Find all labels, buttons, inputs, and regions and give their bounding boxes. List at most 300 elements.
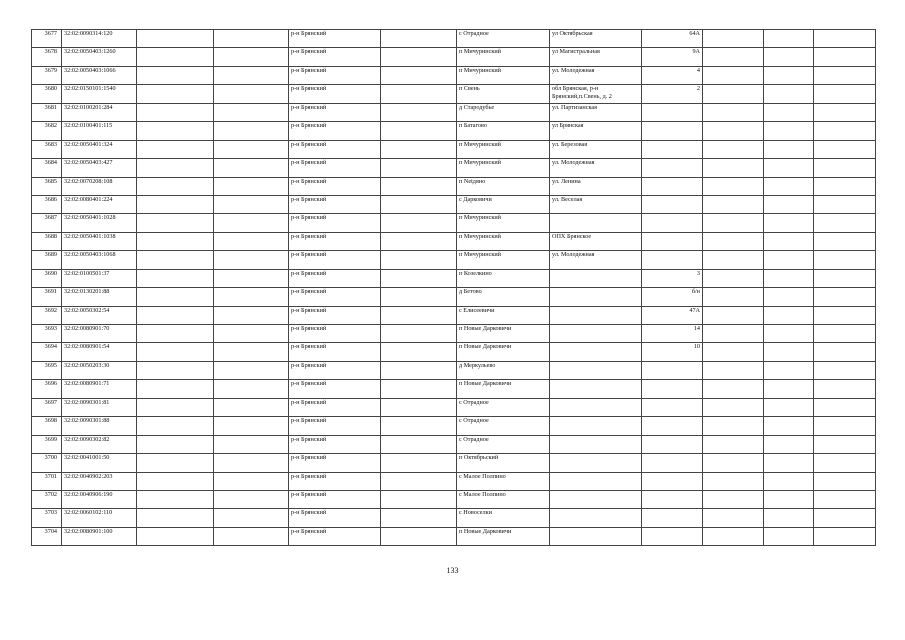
empty-cell [137, 509, 214, 527]
locality-cell: с Малое Полпино [457, 490, 550, 508]
street-cell: ул. Веселая [550, 195, 642, 213]
street-cell [550, 509, 642, 527]
empty-cell [137, 361, 214, 379]
locality-cell: п Мичуринский [457, 251, 550, 269]
empty-cell [214, 140, 289, 158]
empty-cell [381, 361, 457, 379]
empty-cell [137, 527, 214, 545]
street-cell: ул Октябрьская [550, 30, 642, 48]
row-number-cell: 3680 [32, 85, 62, 103]
empty-cell [214, 195, 289, 213]
street-cell [550, 361, 642, 379]
house-number-cell: б/н [642, 288, 703, 306]
locality-cell: п Мичуринский [457, 159, 550, 177]
empty-cell [703, 48, 764, 66]
empty-cell [137, 435, 214, 453]
empty-cell [137, 269, 214, 287]
district-cell: р-н Брянский [289, 48, 381, 66]
page-number: 133 [446, 566, 459, 575]
empty-cell [381, 232, 457, 250]
empty-cell [703, 417, 764, 435]
locality-cell: п Новые Дарковичи [457, 343, 550, 361]
empty-cell [214, 85, 289, 103]
empty-cell [764, 306, 814, 324]
cadastral-number-cell: 32:02:0050401:1028 [62, 214, 137, 232]
empty-cell [381, 306, 457, 324]
house-number-cell [642, 195, 703, 213]
table-row [32, 85, 876, 103]
empty-cell [381, 122, 457, 140]
table-row [32, 30, 876, 48]
cadastral-number-cell: 32:02:0150101:1540 [62, 85, 137, 103]
empty-cell [137, 398, 214, 416]
empty-cell [381, 214, 457, 232]
empty-cell [137, 232, 214, 250]
empty-cell [703, 66, 764, 84]
street-cell [550, 454, 642, 472]
empty-cell [703, 509, 764, 527]
district-cell: р-н Брянский [289, 435, 381, 453]
empty-cell [381, 472, 457, 490]
empty-cell [703, 288, 764, 306]
street-cell [550, 380, 642, 398]
empty-cell [381, 435, 457, 453]
empty-cell [381, 527, 457, 545]
empty-cell [814, 490, 876, 508]
empty-cell [137, 122, 214, 140]
house-number-cell [642, 454, 703, 472]
table-row [32, 380, 876, 398]
house-number-cell [642, 398, 703, 416]
row-number-cell: 3686 [32, 195, 62, 213]
empty-cell [137, 306, 214, 324]
empty-cell [214, 30, 289, 48]
table-row [32, 214, 876, 232]
empty-cell [137, 214, 214, 232]
empty-cell [814, 66, 876, 84]
street-cell [550, 288, 642, 306]
street-cell: ул Магистральная [550, 48, 642, 66]
empty-cell [814, 30, 876, 48]
empty-cell [703, 325, 764, 343]
cadastral-number-cell: 32:02:0050401:1038 [62, 232, 137, 250]
empty-cell [137, 140, 214, 158]
empty-cell [137, 159, 214, 177]
row-number-cell: 3702 [32, 490, 62, 508]
house-number-cell [642, 490, 703, 508]
empty-cell [703, 472, 764, 490]
row-number-cell: 3694 [32, 343, 62, 361]
district-cell: р-н Брянский [289, 454, 381, 472]
row-number-cell: 3685 [32, 177, 62, 195]
empty-cell [381, 509, 457, 527]
empty-cell [814, 269, 876, 287]
empty-cell [137, 380, 214, 398]
district-cell: р-н Брянский [289, 122, 381, 140]
locality-cell: п Козелкино [457, 269, 550, 287]
house-number-cell [642, 214, 703, 232]
empty-cell [814, 140, 876, 158]
row-number-cell: 3688 [32, 232, 62, 250]
locality-cell: с Отрадное [457, 30, 550, 48]
empty-cell [214, 214, 289, 232]
locality-cell: с Малое Полпино [457, 472, 550, 490]
empty-cell [214, 490, 289, 508]
district-cell: р-н Брянский [289, 509, 381, 527]
empty-cell [703, 306, 764, 324]
empty-cell [381, 398, 457, 416]
empty-cell [814, 214, 876, 232]
street-cell [550, 269, 642, 287]
locality-cell: п Мичуринский [457, 140, 550, 158]
empty-cell [814, 509, 876, 527]
house-number-cell: 47А [642, 306, 703, 324]
empty-cell [764, 214, 814, 232]
empty-cell [764, 343, 814, 361]
empty-cell [214, 122, 289, 140]
empty-cell [814, 325, 876, 343]
street-cell [550, 306, 642, 324]
empty-cell [214, 435, 289, 453]
cadastral-number-cell: 32:02:0050302:54 [62, 306, 137, 324]
table-row [32, 361, 876, 379]
empty-cell [764, 103, 814, 121]
locality-cell: п Мичуринский [457, 232, 550, 250]
district-cell: р-н Брянский [289, 288, 381, 306]
table-row [32, 159, 876, 177]
empty-cell [814, 85, 876, 103]
house-number-cell [642, 472, 703, 490]
empty-cell [703, 177, 764, 195]
house-number-cell [642, 159, 703, 177]
empty-cell [381, 177, 457, 195]
cadastral-number-cell: 32:02:0090302:82 [62, 435, 137, 453]
empty-cell [137, 454, 214, 472]
street-cell [550, 398, 642, 416]
table-body [32, 30, 876, 546]
empty-cell [814, 288, 876, 306]
empty-cell [137, 85, 214, 103]
row-number-cell: 3690 [32, 269, 62, 287]
cadastral-number-cell: 32:02:0040906:190 [62, 490, 137, 508]
district-cell: р-н Брянский [289, 251, 381, 269]
cadastral-number-cell: 32:02:0090301:81 [62, 398, 137, 416]
empty-cell [814, 435, 876, 453]
district-cell: р-н Брянский [289, 306, 381, 324]
empty-cell [764, 380, 814, 398]
house-number-cell: 64А [642, 30, 703, 48]
empty-cell [137, 103, 214, 121]
row-number-cell: 3678 [32, 48, 62, 66]
row-number-cell: 3691 [32, 288, 62, 306]
empty-cell [764, 195, 814, 213]
table-row [32, 288, 876, 306]
empty-cell [137, 490, 214, 508]
locality-cell: с Отрадное [457, 417, 550, 435]
table-row [32, 103, 876, 121]
empty-cell [137, 472, 214, 490]
empty-cell [214, 417, 289, 435]
locality-cell: п Мичуринский [457, 214, 550, 232]
empty-cell [814, 472, 876, 490]
empty-cell [814, 454, 876, 472]
empty-cell [703, 454, 764, 472]
district-cell: р-н Брянский [289, 214, 381, 232]
empty-cell [814, 306, 876, 324]
empty-cell [214, 103, 289, 121]
empty-cell [703, 269, 764, 287]
district-cell: р-н Брянский [289, 140, 381, 158]
street-cell [550, 214, 642, 232]
house-number-cell: 10 [642, 343, 703, 361]
empty-cell [764, 269, 814, 287]
empty-cell [703, 361, 764, 379]
row-number-cell: 3689 [32, 251, 62, 269]
empty-cell [814, 527, 876, 545]
locality-cell: п Netдяно [457, 177, 550, 195]
table-row [32, 66, 876, 84]
street-cell [550, 472, 642, 490]
locality-cell: с Отрадное [457, 435, 550, 453]
empty-cell [703, 343, 764, 361]
table-row [32, 417, 876, 435]
district-cell: р-н Брянский [289, 417, 381, 435]
house-number-cell: 14 [642, 325, 703, 343]
empty-cell [137, 48, 214, 66]
cadastral-number-cell: 32:02:0050401:324 [62, 140, 137, 158]
empty-cell [381, 159, 457, 177]
empty-cell [814, 361, 876, 379]
house-number-cell: 4 [642, 66, 703, 84]
locality-cell: п Батагово [457, 122, 550, 140]
empty-cell [381, 48, 457, 66]
empty-cell [137, 288, 214, 306]
house-number-cell [642, 417, 703, 435]
table-row [32, 454, 876, 472]
empty-cell [764, 509, 814, 527]
cadastral-number-cell: 32:02:0080901:54 [62, 343, 137, 361]
empty-cell [214, 398, 289, 416]
table-row [32, 306, 876, 324]
house-number-cell [642, 140, 703, 158]
empty-cell [381, 140, 457, 158]
row-number-cell: 3696 [32, 380, 62, 398]
street-cell [550, 343, 642, 361]
table-row [32, 343, 876, 361]
cadastral-number-cell: 32:02:0050403:427 [62, 159, 137, 177]
empty-cell [214, 251, 289, 269]
empty-cell [137, 30, 214, 48]
empty-cell [381, 417, 457, 435]
empty-cell [764, 361, 814, 379]
locality-cell: с Отрадное [457, 398, 550, 416]
row-number-cell: 3697 [32, 398, 62, 416]
district-cell: р-н Брянский [289, 269, 381, 287]
house-number-cell [642, 103, 703, 121]
empty-cell [703, 122, 764, 140]
locality-cell: п Свень [457, 85, 550, 103]
table-row [32, 177, 876, 195]
cadastral-number-cell: 32:02:0100401:115 [62, 122, 137, 140]
empty-cell [764, 325, 814, 343]
locality-cell: д Меркульево [457, 361, 550, 379]
row-number-cell: 3679 [32, 66, 62, 84]
empty-cell [703, 140, 764, 158]
empty-cell [703, 103, 764, 121]
empty-cell [214, 269, 289, 287]
empty-cell [381, 380, 457, 398]
cadastral-number-cell: 32:02:0100201:284 [62, 103, 137, 121]
empty-cell [214, 527, 289, 545]
row-number-cell: 3677 [32, 30, 62, 48]
empty-cell [214, 48, 289, 66]
empty-cell [703, 380, 764, 398]
house-number-cell [642, 509, 703, 527]
empty-cell [764, 398, 814, 416]
street-cell [550, 325, 642, 343]
empty-cell [381, 454, 457, 472]
house-number-cell [642, 380, 703, 398]
row-number-cell: 3703 [32, 509, 62, 527]
cadastral-number-cell: 32:02:0070208:108 [62, 177, 137, 195]
cadastral-number-cell: 32:02:0060102:110 [62, 509, 137, 527]
house-number-cell: 3 [642, 269, 703, 287]
empty-cell [703, 30, 764, 48]
cadastral-number-cell: 32:02:0050403:1260 [62, 48, 137, 66]
locality-cell: п Октябрьский [457, 454, 550, 472]
empty-cell [764, 454, 814, 472]
table-row [32, 232, 876, 250]
district-cell: р-н Брянский [289, 490, 381, 508]
empty-cell [703, 527, 764, 545]
district-cell: р-н Брянский [289, 380, 381, 398]
street-cell: ул. Молодежная [550, 66, 642, 84]
locality-cell: п Мичуринский [457, 48, 550, 66]
table-row [32, 509, 876, 527]
district-cell: р-н Брянский [289, 472, 381, 490]
house-number-cell [642, 435, 703, 453]
empty-cell [381, 103, 457, 121]
empty-cell [214, 380, 289, 398]
cadastral-number-cell: 32:02:0080901:70 [62, 325, 137, 343]
row-number-cell: 3699 [32, 435, 62, 453]
empty-cell [814, 159, 876, 177]
cadastral-number-cell: 32:02:0050403:1068 [62, 251, 137, 269]
cadastral-number-cell: 32:02:0080901:100 [62, 527, 137, 545]
row-number-cell: 3693 [32, 325, 62, 343]
empty-cell [764, 159, 814, 177]
table-row [32, 140, 876, 158]
cadastral-number-cell: 32:02:0090301:88 [62, 417, 137, 435]
empty-cell [703, 398, 764, 416]
cadastral-number-cell: 32:02:0050403:1066 [62, 66, 137, 84]
street-cell: ул. Молодежная [550, 159, 642, 177]
street-cell: ул. Ленина [550, 177, 642, 195]
empty-cell [214, 66, 289, 84]
row-number-cell: 3704 [32, 527, 62, 545]
row-number-cell: 3681 [32, 103, 62, 121]
empty-cell [381, 85, 457, 103]
district-cell: р-н Брянский [289, 361, 381, 379]
empty-cell [137, 343, 214, 361]
empty-cell [814, 48, 876, 66]
district-cell: р-н Брянский [289, 30, 381, 48]
district-cell: р-н Брянский [289, 325, 381, 343]
empty-cell [137, 325, 214, 343]
empty-cell [814, 251, 876, 269]
empty-cell [381, 343, 457, 361]
house-number-cell [642, 527, 703, 545]
empty-cell [764, 472, 814, 490]
locality-cell: д Стародубье [457, 103, 550, 121]
empty-cell [381, 490, 457, 508]
district-cell: р-н Брянский [289, 232, 381, 250]
row-number-cell: 3698 [32, 417, 62, 435]
street-cell [550, 490, 642, 508]
empty-cell [764, 232, 814, 250]
empty-cell [137, 417, 214, 435]
house-number-cell [642, 177, 703, 195]
empty-cell [703, 232, 764, 250]
locality-cell: п Новые Дарковичи [457, 325, 550, 343]
empty-cell [214, 454, 289, 472]
empty-cell [214, 509, 289, 527]
locality-cell: п Мичуринский [457, 66, 550, 84]
house-number-cell: 2 [642, 85, 703, 103]
house-number-cell [642, 232, 703, 250]
empty-cell [764, 435, 814, 453]
row-number-cell: 3695 [32, 361, 62, 379]
empty-cell [703, 214, 764, 232]
empty-cell [703, 195, 764, 213]
table-row [32, 527, 876, 545]
table-row [32, 398, 876, 416]
row-number-cell: 3683 [32, 140, 62, 158]
table-row [32, 472, 876, 490]
house-number-cell: 9А [642, 48, 703, 66]
empty-cell [814, 417, 876, 435]
empty-cell [814, 122, 876, 140]
empty-cell [381, 325, 457, 343]
empty-cell [214, 306, 289, 324]
locality-cell: с Елисеевичи [457, 306, 550, 324]
empty-cell [814, 177, 876, 195]
empty-cell [764, 490, 814, 508]
locality-cell: п Новые Дарковичи [457, 380, 550, 398]
empty-cell [137, 251, 214, 269]
empty-cell [814, 232, 876, 250]
empty-cell [137, 177, 214, 195]
empty-cell [137, 195, 214, 213]
table-row [32, 269, 876, 287]
table-row [32, 195, 876, 213]
row-number-cell: 3700 [32, 454, 62, 472]
locality-cell: с Новоселки [457, 509, 550, 527]
empty-cell [814, 343, 876, 361]
empty-cell [764, 85, 814, 103]
empty-cell [703, 251, 764, 269]
empty-cell [137, 66, 214, 84]
district-cell: р-н Брянский [289, 177, 381, 195]
table-row [32, 490, 876, 508]
empty-cell [381, 288, 457, 306]
district-cell: р-н Брянский [289, 66, 381, 84]
empty-cell [214, 343, 289, 361]
table-row [32, 325, 876, 343]
street-cell [550, 527, 642, 545]
empty-cell [764, 251, 814, 269]
row-number-cell: 3687 [32, 214, 62, 232]
